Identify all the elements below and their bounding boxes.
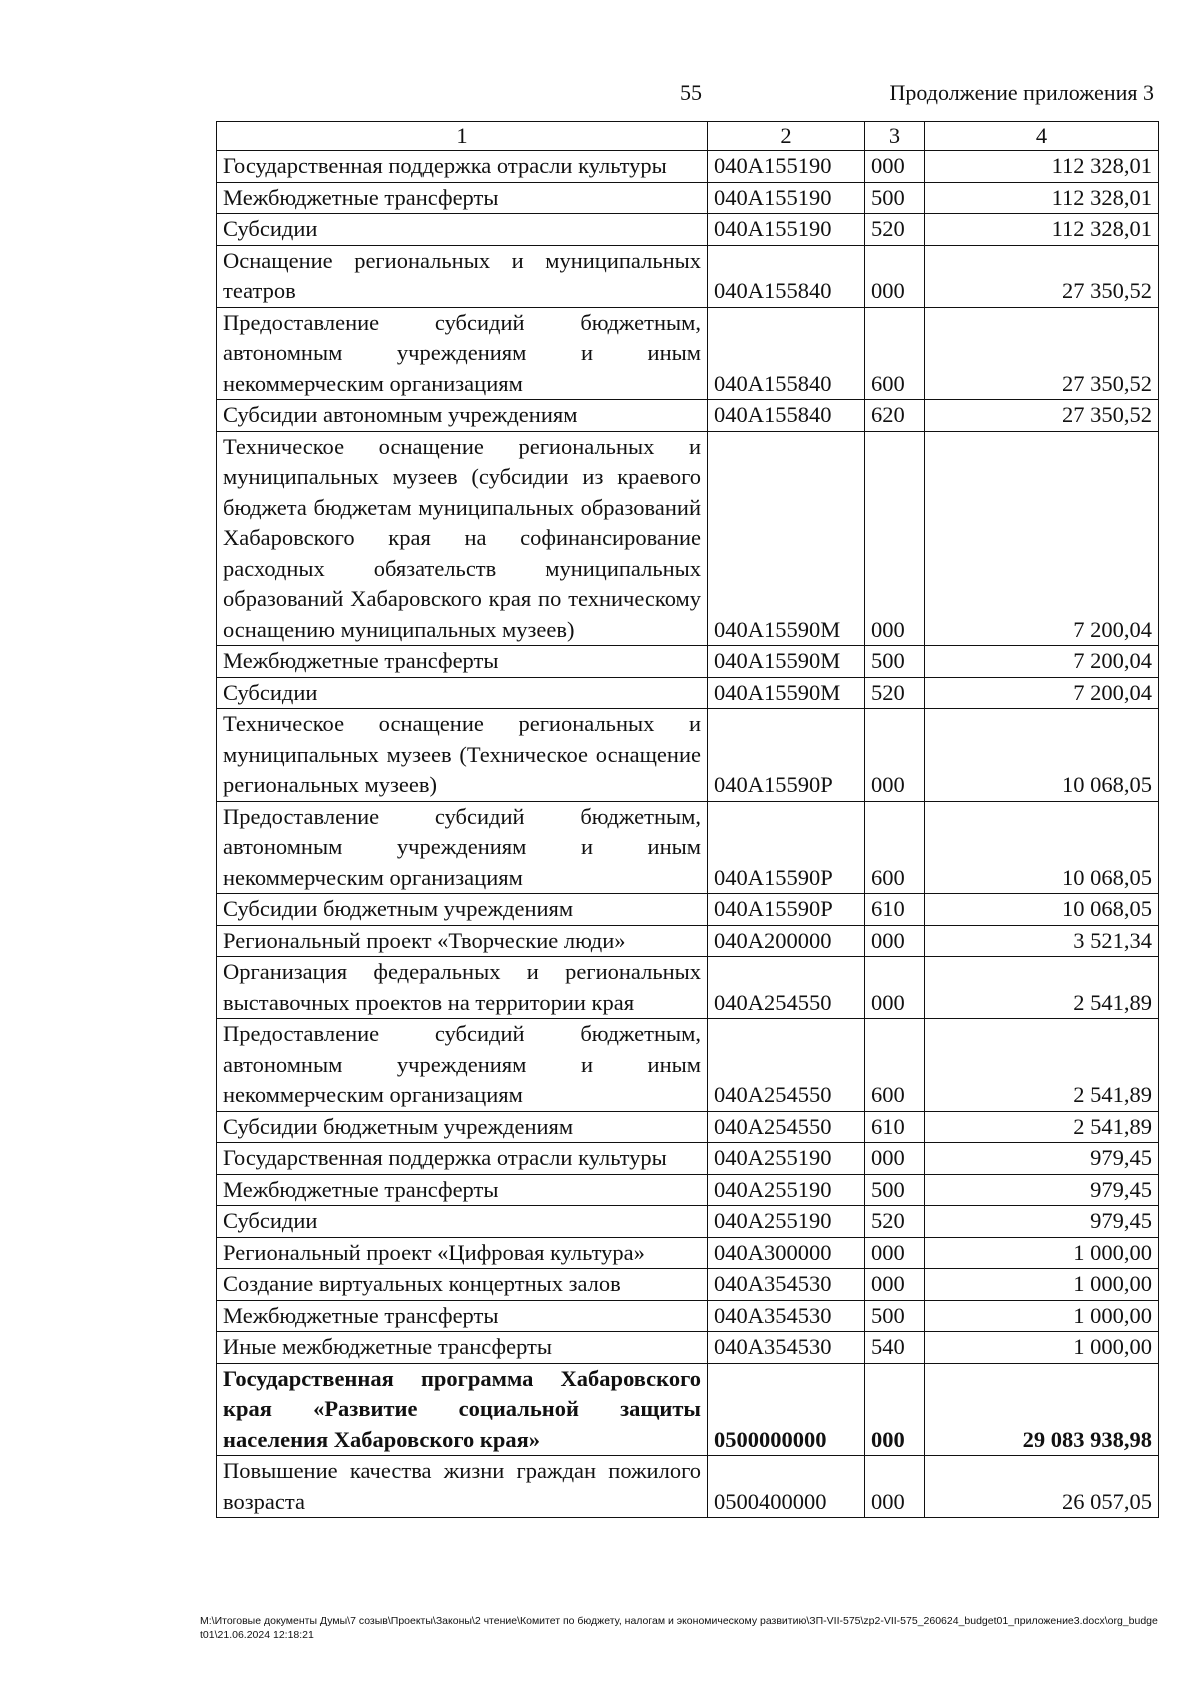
row-name-cell: Субсидии [217,1206,708,1238]
row-code-cell: 040A200000 [708,925,865,957]
row-amount-cell: 3 521,34 [925,925,1159,957]
document-path-footer: M:\Итоговые документы Думы\7 созыв\Проекты\Законы\2 чтение\Комитет по бюджету, налогам и экономическому развитию\ЗП-VII-575\zp2-VII-575_260624_budget01_приложение3.docx\org_budget01\21.06.2024 12:18:21 [200,1615,1158,1641]
row-code-cell: 040A255190 [708,1206,865,1238]
row-code-cell: 040A155190 [708,151,865,183]
row-type-cell: 000 [865,1269,925,1301]
row-type-cell: 000 [865,431,925,646]
table-row [217,709,1159,802]
row-code-cell: 040A354530 [708,1269,865,1301]
row-code-cell: 040A15590M [708,646,865,678]
row-name-cell: Межбюджетные трансферты [217,646,708,678]
table-row [217,307,1159,400]
table-body [217,151,1159,1518]
table-row [217,245,1159,307]
row-name-cell: Региональный проект «Цифровая культура» [217,1237,708,1269]
row-type-cell: 000 [865,1363,925,1456]
row-code-cell: 040A15590M [708,431,865,646]
row-name-cell: Государственная поддержка отрасли культуры [217,151,708,183]
row-amount-cell: 112 328,01 [925,151,1159,183]
appendix-continuation-label: Продолжение приложения 3 [889,80,1154,105]
table-row [217,925,1159,957]
table-row [217,801,1159,894]
table-row [217,1269,1159,1301]
table-row [217,677,1159,709]
table-row [217,1019,1159,1112]
row-type-cell: 620 [865,400,925,432]
table-row [217,214,1159,246]
row-name-cell: Создание виртуальных концертных залов [217,1269,708,1301]
row-name-cell: Организация федеральных и региональных выставочных проектов на территории края [217,957,708,1019]
row-name-cell: Субсидии автономным учреждениям [217,400,708,432]
row-amount-cell: 2 541,89 [925,957,1159,1019]
header-row [217,122,1159,151]
row-name-cell: Межбюджетные трансферты [217,182,708,214]
row-code-cell: 040A155840 [708,245,865,307]
row-name-cell: Техническое оснащение региональных и муниципальных музеев (субсидии из краевого бюджета бюджетам муниципальных образований Хабаровского края на софинансирование расходных обязательств муниципальных образований Хабаровского края по техническому оснащению муниципальных музеев) [217,431,708,646]
row-name-cell: Государственная программа Хабаровского края «Развитие социальной защиты населения Хабаровского края» [217,1363,708,1456]
row-code-cell: 040A15590P [708,801,865,894]
row-type-cell: 520 [865,677,925,709]
row-type-cell: 000 [865,1143,925,1175]
row-type-cell: 000 [865,1237,925,1269]
row-code-cell: 040A254550 [708,957,865,1019]
row-name-cell: Субсидии [217,214,708,246]
row-type-cell: 610 [865,1111,925,1143]
row-type-cell: 000 [865,957,925,1019]
row-type-cell: 600 [865,801,925,894]
table-row [217,1300,1159,1332]
row-type-cell: 500 [865,1300,925,1332]
row-type-cell: 000 [865,925,925,957]
row-amount-cell: 112 328,01 [925,182,1159,214]
row-amount-cell: 29 083 938,98 [925,1363,1159,1456]
table-row [217,1111,1159,1143]
table-header [217,122,1159,151]
row-amount-cell: 7 200,04 [925,646,1159,678]
row-name-cell: Межбюджетные трансферты [217,1300,708,1332]
row-amount-cell: 10 068,05 [925,801,1159,894]
row-amount-cell: 10 068,05 [925,894,1159,926]
table-row [217,1332,1159,1364]
row-amount-cell: 26 057,05 [925,1456,1159,1518]
row-amount-cell: 979,45 [925,1143,1159,1175]
row-type-cell: 540 [865,1332,925,1364]
row-type-cell: 500 [865,182,925,214]
row-code-cell: 040A15590P [708,894,865,926]
table-row [217,1363,1159,1456]
row-name-cell: Региональный проект «Творческие люди» [217,925,708,957]
table-row [217,646,1159,678]
row-type-cell: 520 [865,1206,925,1238]
row-name-cell: Субсидии бюджетным учреждениям [217,1111,708,1143]
row-code-cell: 040A155190 [708,214,865,246]
row-name-cell: Оснащение региональных и муниципальных театров [217,245,708,307]
budget-table [216,121,1159,1518]
row-name-cell: Государственная поддержка отрасли культуры [217,1143,708,1175]
row-amount-cell: 1 000,00 [925,1237,1159,1269]
row-amount-cell: 1 000,00 [925,1332,1159,1364]
row-amount-cell: 1 000,00 [925,1269,1159,1301]
row-type-cell: 000 [865,709,925,802]
table-row [217,400,1159,432]
row-code-cell: 040A254550 [708,1111,865,1143]
table-row [217,1174,1159,1206]
column-header-2: 2 [708,122,865,151]
row-amount-cell: 2 541,89 [925,1019,1159,1112]
page-number: 55 [680,80,702,105]
row-amount-cell: 27 350,52 [925,245,1159,307]
row-type-cell: 000 [865,245,925,307]
row-code-cell: 040A354530 [708,1332,865,1364]
table-row [217,1143,1159,1175]
row-code-cell: 0500000000 [708,1363,865,1456]
row-amount-cell: 10 068,05 [925,709,1159,802]
column-header-3: 3 [865,122,925,151]
row-name-cell: Предоставление субсидий бюджетным, автономным учреждениям и иным некоммерческим организациям [217,801,708,894]
table-row [217,894,1159,926]
table-row [217,1206,1159,1238]
row-code-cell: 040A255190 [708,1143,865,1175]
row-amount-cell: 27 350,52 [925,400,1159,432]
row-name-cell: Межбюджетные трансферты [217,1174,708,1206]
row-code-cell: 040A155840 [708,307,865,400]
row-type-cell: 520 [865,214,925,246]
table-row [217,1456,1159,1518]
row-code-cell: 040A15590M [708,677,865,709]
row-type-cell: 000 [865,151,925,183]
row-amount-cell: 1 000,00 [925,1300,1159,1332]
row-code-cell: 040A155190 [708,182,865,214]
row-name-cell: Субсидии [217,677,708,709]
table-row [217,151,1159,183]
row-code-cell: 040A155840 [708,400,865,432]
row-code-cell: 0500400000 [708,1456,865,1518]
row-type-cell: 600 [865,307,925,400]
row-amount-cell: 979,45 [925,1174,1159,1206]
row-code-cell: 040A354530 [708,1300,865,1332]
table-row [217,957,1159,1019]
table-row [217,431,1159,646]
row-code-cell: 040A254550 [708,1019,865,1112]
row-type-cell: 500 [865,1174,925,1206]
row-name-cell: Повышение качества жизни граждан пожилого возраста [217,1456,708,1518]
row-name-cell: Предоставление субсидий бюджетным, автономным учреждениям и иным некоммерческим организациям [217,307,708,400]
row-name-cell: Предоставление субсидий бюджетным, автономным учреждениям и иным некоммерческим организациям [217,1019,708,1112]
row-code-cell: 040A300000 [708,1237,865,1269]
row-type-cell: 500 [865,646,925,678]
row-amount-cell: 27 350,52 [925,307,1159,400]
row-name-cell: Техническое оснащение региональных и муниципальных музеев (Техническое оснащение региональных музеев) [217,709,708,802]
row-code-cell: 040A15590P [708,709,865,802]
row-type-cell: 600 [865,1019,925,1112]
row-amount-cell: 2 541,89 [925,1111,1159,1143]
row-name-cell: Иные межбюджетные трансферты [217,1332,708,1364]
row-amount-cell: 112 328,01 [925,214,1159,246]
row-type-cell: 610 [865,894,925,926]
row-amount-cell: 979,45 [925,1206,1159,1238]
row-amount-cell: 7 200,04 [925,431,1159,646]
table-row [217,1237,1159,1269]
table-row [217,182,1159,214]
row-code-cell: 040A255190 [708,1174,865,1206]
row-amount-cell: 7 200,04 [925,677,1159,709]
column-header-4: 4 [925,122,1159,151]
row-name-cell: Субсидии бюджетным учреждениям [217,894,708,926]
row-type-cell: 000 [865,1456,925,1518]
column-header-1: 1 [217,122,708,151]
